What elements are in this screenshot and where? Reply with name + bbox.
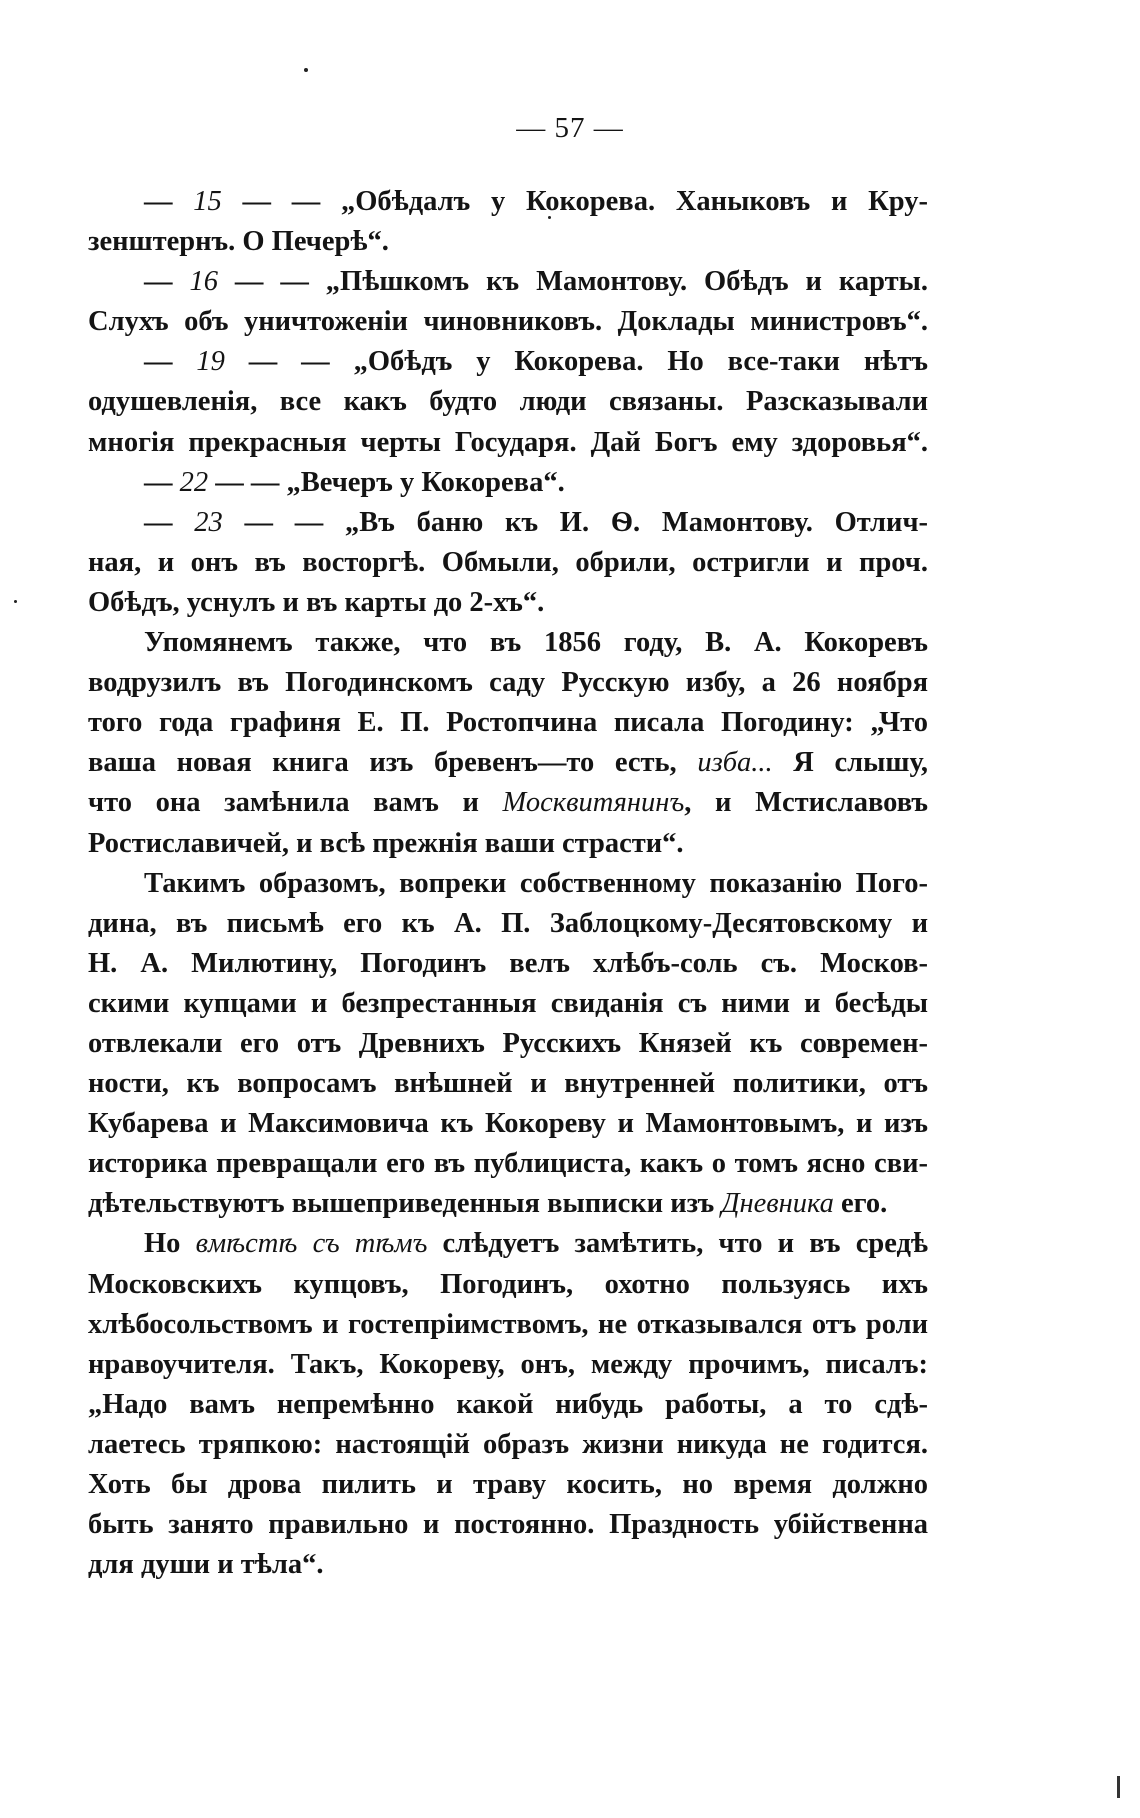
- text-line: ная, и онъ въ восторгѣ. Обмыли, обрили, остригли и проч.: [88, 546, 928, 578]
- text-line: — 23 — — „Въ баню къ И. Ѳ. Мамонтову. Отлич-: [144, 506, 929, 538]
- text-line: Московскихъ купцовъ, Погодинъ, охотно пользуясь ихъ: [88, 1268, 928, 1300]
- ink-speck: [304, 68, 308, 72]
- text-line: дѣтельствуютъ вышеприведенныя выписки изъ Дневника его.: [88, 1188, 888, 1220]
- text-line: Хоть бы дрова пилить и траву косить, но время должно: [88, 1469, 928, 1500]
- text-line: лаетесь тряпкою: настоящій образъ жизни никуда не годится.: [88, 1428, 928, 1460]
- text-line: — 16 — — „Пѣшкомъ къ Мамонтову. Обѣдъ и карты.: [144, 266, 928, 298]
- text-line: Слухъ объ уничтоженіи чиновниковъ. Доклады министровъ“.: [88, 306, 928, 338]
- text-line: ваша новая книга изъ бревенъ—то есть, изба... Я слышу,: [88, 747, 928, 779]
- text-line: быть занято правильно и постоянно. Праздность убійственна: [88, 1509, 928, 1541]
- scan-edge-mark: [1117, 1776, 1120, 1798]
- text-line: „Надо вамъ непремѣнно какой нибудь работы, а то сдѣ-: [88, 1388, 928, 1420]
- text-line: Обѣдъ, уснулъ и въ карты до 2-хъ“.: [88, 586, 545, 618]
- text-line: — 19 — — „Обѣдъ у Кокорева. Но все-таки нѣтъ: [144, 346, 928, 378]
- text-line: историка превращали его въ публициста, какъ о томъ ясно сви-: [88, 1148, 928, 1180]
- text-line: зенштернъ. О Печерѣ“.: [88, 226, 389, 258]
- text-line: Кубарева и Максимовича къ Кокореву и Мамонтовымъ, и изъ: [88, 1108, 928, 1140]
- page-number: — 57 —: [516, 112, 624, 144]
- text-line: Упомянемъ также, что въ 1856 году, В. А. Кокоревъ: [144, 627, 928, 659]
- text-line: дина, въ письмѣ его къ А. П. Заблоцкому-Десятовскому и: [88, 907, 928, 939]
- text-line: нравоучителя. Такъ, Кокореву, онъ, между прочимъ, писалъ:: [88, 1348, 928, 1380]
- text-line: Ростиславичей, и всѣ прежнія ваши страсти“.: [88, 827, 684, 859]
- text-line: что она замѣнила вамъ и Москвитянинъ, и Мстиславовъ: [88, 787, 928, 819]
- ink-speck: [14, 600, 17, 603]
- body-text: [88, 182, 928, 1585]
- text-line: многія прекрасныя черты Государя. Дай Богъ ему здоровья“.: [88, 426, 928, 458]
- text-line: хлѣбосольствомъ и гостепріимствомъ, не отказывался отъ роли: [88, 1308, 928, 1340]
- text-line: Но вмѣстѣ съ тѣмъ слѣдуетъ замѣтить, что и въ средѣ: [144, 1228, 929, 1260]
- text-line: Такимъ образомъ, вопреки собственному показанію Пого-: [144, 867, 928, 899]
- text-line: — 22 — — „Вечеръ у Кокорева“.: [144, 466, 565, 498]
- text-line: — 15 — — „Обѣдалъ у Кокорева. Ханыковъ и Кру-: [144, 186, 928, 217]
- text-line: того года графиня Е. П. Ростопчина писала Погодину: „Что: [88, 707, 928, 739]
- text-line: одушевленія, все какъ будто люди связаны. Разсказывали: [88, 386, 928, 418]
- text-line: ности, къ вопросамъ внѣшней и внутренней политики, отъ: [88, 1068, 928, 1100]
- text-line: Н. А. Милютину, Погодинъ велъ хлѣбъ-соль съ. Москов-: [88, 947, 928, 979]
- text-line: для души и тѣла“.: [88, 1549, 324, 1581]
- text-line: скими купцами и безпрестанныя свиданія съ ними и бесѣды: [88, 987, 928, 1019]
- text-line: водрузилъ въ Погодинскомъ саду Русскую избу, а 26 ноября: [88, 667, 928, 699]
- text-line: отвлекали его отъ Древнихъ Русскихъ Князей къ современ-: [88, 1027, 928, 1059]
